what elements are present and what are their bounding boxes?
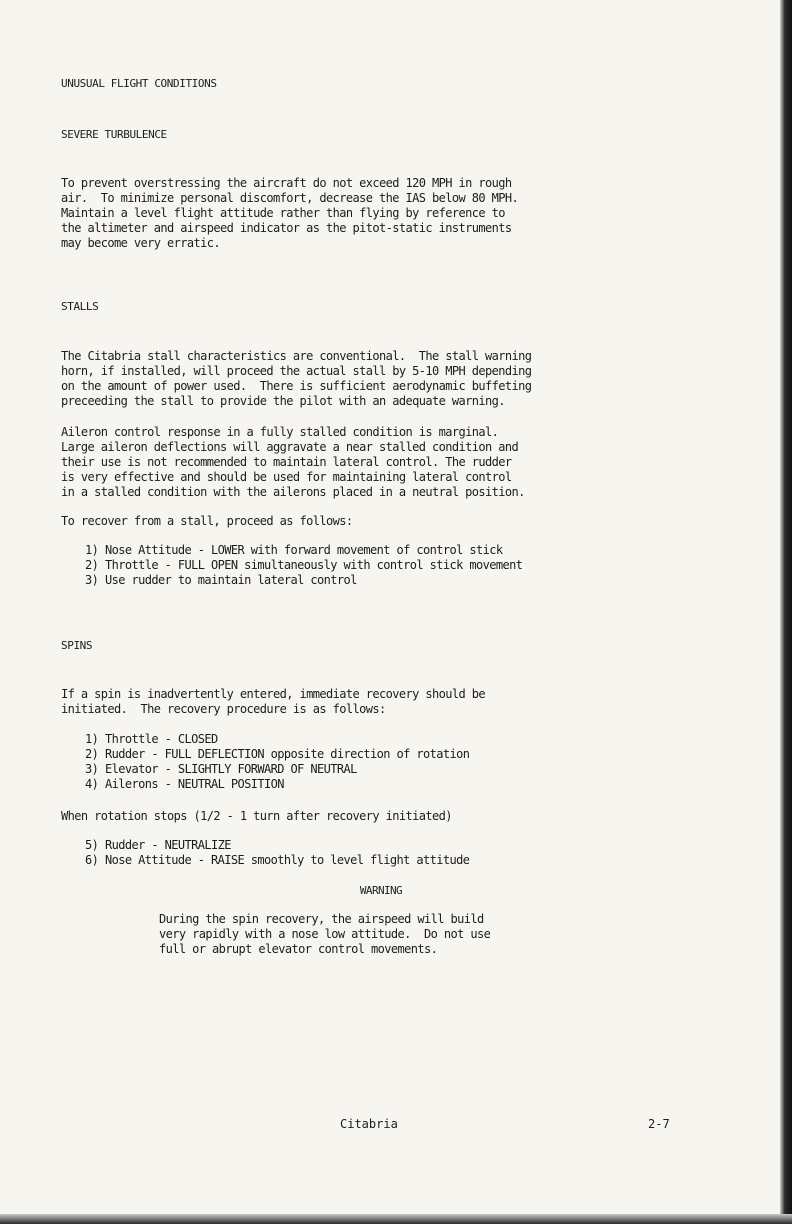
- main-heading: UNUSUAL FLIGHT CONDITIONS: [61, 77, 217, 90]
- stall-recovery-intro: To recover from a stall, proceed as follows:: [61, 514, 353, 528]
- text-line: air. To minimize personal discomfort, decrease the IAS below 80 MPH.: [61, 191, 519, 205]
- text-line: To prevent overstressing the aircraft do not exceed 120 MPH in rough: [61, 176, 512, 190]
- spin-recovery-steps: [61, 732, 701, 792]
- page-number: 2-7: [648, 1117, 670, 1131]
- warning-body: [61, 912, 701, 957]
- text-line: the altimeter and airspeed indicator as the pitot-static instruments: [61, 221, 512, 235]
- list-item: 4) Ailerons - NEUTRAL POSITION: [85, 777, 284, 791]
- text-line: During the spin recovery, the airspeed will build: [159, 912, 484, 926]
- text-line: full or abrupt elevator control movements.: [159, 942, 438, 956]
- list-item: 3) Use rudder to maintain lateral control: [85, 573, 357, 587]
- stall-recovery-steps: [61, 543, 701, 588]
- footer-title: Citabria: [340, 1117, 398, 1131]
- stalls-heading: STALLS: [61, 300, 99, 313]
- text-line: very rapidly with a nose low attitude. Do not use: [159, 927, 491, 941]
- text-line: The Citabria stall characteristics are conventional. The stall warning: [61, 349, 532, 363]
- turbulence-heading: SEVERE TURBULENCE: [61, 128, 167, 141]
- warning-title: WARNING: [359, 884, 403, 897]
- text-line: is very effective and should be used for maintaining lateral control: [61, 470, 512, 484]
- text-line: Aileron control response in a fully stalled condition is marginal.: [61, 425, 499, 439]
- text-line: initiated. The recovery procedure is as follows:: [61, 702, 386, 716]
- spins-heading: SPINS: [61, 639, 93, 652]
- scan-edge-bottom: [0, 1214, 792, 1224]
- list-item: 5) Rudder - NEUTRALIZE: [85, 838, 231, 852]
- text-line: If a spin is inadvertently entered, immediate recovery should be: [61, 687, 485, 701]
- text-line: in a stalled condition with the ailerons placed in a neutral position.: [61, 485, 525, 499]
- list-item: 2) Throttle - FULL OPEN simultaneously with control stick movement: [85, 558, 523, 572]
- page-content: [61, 76, 701, 957]
- scan-edge-right: [780, 0, 792, 1224]
- turbulence-paragraph: [61, 176, 701, 251]
- text-line: Maintain a level flight attitude rather than flying by reference to: [61, 206, 505, 220]
- text-line: may become very erratic.: [61, 236, 220, 250]
- stalls-paragraph-2: [61, 425, 701, 500]
- spins-intro: [61, 687, 701, 717]
- list-item: 1) Throttle - CLOSED: [85, 732, 218, 746]
- text-line: preceeding the stall to provide the pilot with an adequate warning.: [61, 394, 505, 408]
- text-line: on the amount of power used. There is sufficient aerodynamic buffeting: [61, 379, 532, 393]
- rotation-stops-text: When rotation stops (1/2 - 1 turn after recovery initiated): [61, 809, 452, 823]
- list-item: 2) Rudder - FULL DEFLECTION opposite direction of rotation: [85, 747, 470, 761]
- list-item: 3) Elevator - SLIGHTLY FORWARD OF NEUTRAL: [85, 762, 357, 776]
- text-line: horn, if installed, will proceed the actual stall by 5-10 MPH depending: [61, 364, 532, 378]
- list-item: 1) Nose Attitude - LOWER with forward movement of control stick: [85, 543, 503, 557]
- spin-recovery-steps-continued: [61, 838, 701, 868]
- list-item: 6) Nose Attitude - RAISE smoothly to level flight attitude: [85, 853, 470, 867]
- text-line: their use is not recommended to maintain lateral control. The rudder: [61, 455, 512, 469]
- text-line: Large aileron deflections will aggravate a near stalled condition and: [61, 440, 519, 454]
- stalls-paragraph-1: [61, 349, 701, 409]
